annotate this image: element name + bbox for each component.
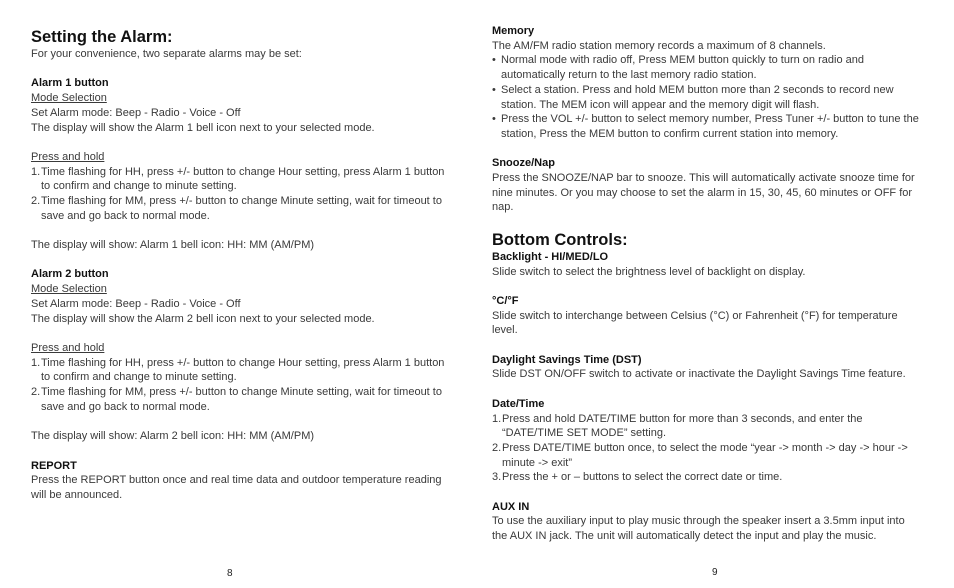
left-page — [31, 0, 451, 503]
memory-bullet-2 — [492, 83, 922, 112]
bullet-icon: • — [492, 83, 496, 96]
alarm2-step-2 — [31, 385, 451, 414]
alarm1-step-1 — [31, 165, 451, 194]
right-page — [492, 0, 922, 544]
snooze-heading: Snooze/Nap — [492, 157, 555, 170]
alarm2-mode-line1: Set Alarm mode: Beep - Radio - Voice - Off — [31, 297, 241, 310]
alarm1-press-label: Press and hold — [31, 150, 105, 163]
alarm2-display-text: The display will show: Alarm 2 bell icon: HH: MM (AM/PM) — [31, 430, 315, 443]
step-number: 1. — [31, 356, 41, 369]
bullet-text: Press the VOL +/- button to select memory number, Press Tuner +/- button to tune the station, Press the MEM button to confirm current station into memory. — [501, 113, 919, 140]
bullet-text: Normal mode with radio off, Press MEM button quickly to turn on radio and automatically return to the last memory radio station. — [501, 54, 864, 82]
step-number: 1. — [492, 412, 502, 425]
datetime-step-2 — [492, 441, 922, 470]
step-number: 1. — [31, 165, 41, 178]
alarm2-heading: Alarm 2 button — [31, 268, 109, 281]
bullet-icon: • — [492, 54, 496, 67]
alarm1-mode-line2: The display will show the Alarm 1 bell icon next to your selected mode. — [31, 121, 375, 134]
step-text: Time flashing for MM, press +/- button to change Minute setting, wait for timeout to save and go back to normal mode. — [41, 386, 442, 413]
step-text: Press the + or – buttons to select the correct date or time. — [502, 471, 783, 484]
report-heading: REPORT — [31, 459, 77, 472]
aux-text: To use the auxiliary input to play music through the speaker insert a 3.5mm input into the AUX IN jack. The unit will automatically detect the input and play the music. — [492, 515, 905, 543]
page-title: Setting the Alarm: — [31, 28, 173, 46]
temp-unit-text: Slide switch to interchange between Celsius (°C) or Fahrenheit (°F) for temperature level. — [492, 309, 898, 337]
bullet-icon: • — [492, 113, 496, 126]
alarm2-press-label: Press and hold — [31, 341, 105, 354]
step-number: 3. — [492, 471, 502, 484]
step-number: 2. — [492, 441, 502, 454]
step-text: Press and hold DATE/TIME button for more than 3 seconds, and enter the “DATE/TIME SET MODE” setting. — [502, 412, 863, 440]
alarm2-step-1 — [31, 356, 451, 385]
bullet-text: Select a station. Press and hold MEM button more than 2 seconds to record new station. The MEM icon will appear and the memory digit will flash. — [501, 83, 894, 111]
memory-intro: The AM/FM radio station memory records a maximum of 8 channels. — [492, 39, 826, 52]
report-text: Press the REPORT button once and real time data and outdoor temperature reading will be announced. — [31, 474, 442, 501]
aux-heading: AUX IN — [492, 500, 530, 513]
dst-text: Slide DST ON/OFF switch to activate or inactivate the Daylight Savings Time feature. — [492, 368, 906, 381]
dst-heading: Daylight Savings Time (DST) — [492, 353, 642, 366]
step-text: Time flashing for MM, press +/- button to change Minute setting, wait for timeout to save and go back to normal mode. — [41, 195, 442, 222]
memory-bullet-3 — [492, 112, 922, 141]
alarm1-mode-label: Mode Selection — [31, 92, 107, 105]
alarm1-step-2 — [31, 194, 451, 223]
memory-heading: Memory — [492, 25, 535, 37]
datetime-step-1 — [492, 412, 922, 441]
backlight-text: Slide switch to select the brightness level of backlight on display. — [492, 265, 806, 278]
memory-bullet-1 — [492, 53, 922, 82]
bottom-controls-title: Bottom Controls: — [492, 230, 628, 249]
alarm1-heading: Alarm 1 button — [31, 77, 109, 90]
step-text: Time flashing for HH, press +/- button to change Hour setting, press Alarm 1 button to confirm and change to minute setting. — [41, 356, 445, 384]
page-number-left: 8 — [227, 568, 233, 579]
step-text: Press DATE/TIME button once, to select the mode “year -> month -> day -> hour -> minute -> exit” — [502, 441, 908, 469]
alarm1-mode-line1: Set Alarm mode: Beep - Radio - Voice - Off — [31, 106, 241, 119]
datetime-heading: Date/Time — [492, 397, 545, 410]
step-text: Time flashing for HH, press +/- button to change Hour setting, press Alarm 1 button to confirm and change to minute setting. — [41, 165, 445, 193]
backlight-heading: Backlight - HI/MED/LO — [492, 250, 609, 263]
step-number: 2. — [31, 195, 41, 207]
snooze-text: Press the SNOOZE/NAP bar to snooze. This will automatically activate snooze time for nine minutes. Or you may choose to set the alarm in 15, 30, 45, 60 minutes or OFF for nap. — [492, 172, 915, 214]
datetime-step-3 — [492, 470, 922, 485]
alarm2-mode-line2: The display will show the Alarm 2 bell icon next to your selected mode. — [31, 312, 375, 325]
alarm2-mode-label: Mode Selection — [31, 283, 107, 296]
step-number: 2. — [31, 386, 41, 399]
page-number-right: 9 — [712, 567, 718, 578]
temp-unit-heading: °C/°F — [492, 294, 519, 307]
intro-text: For your convenience, two separate alarms may be set: — [31, 48, 302, 60]
alarm1-display-text: The display will show: Alarm 1 bell icon: HH: MM (AM/PM) — [31, 239, 315, 252]
